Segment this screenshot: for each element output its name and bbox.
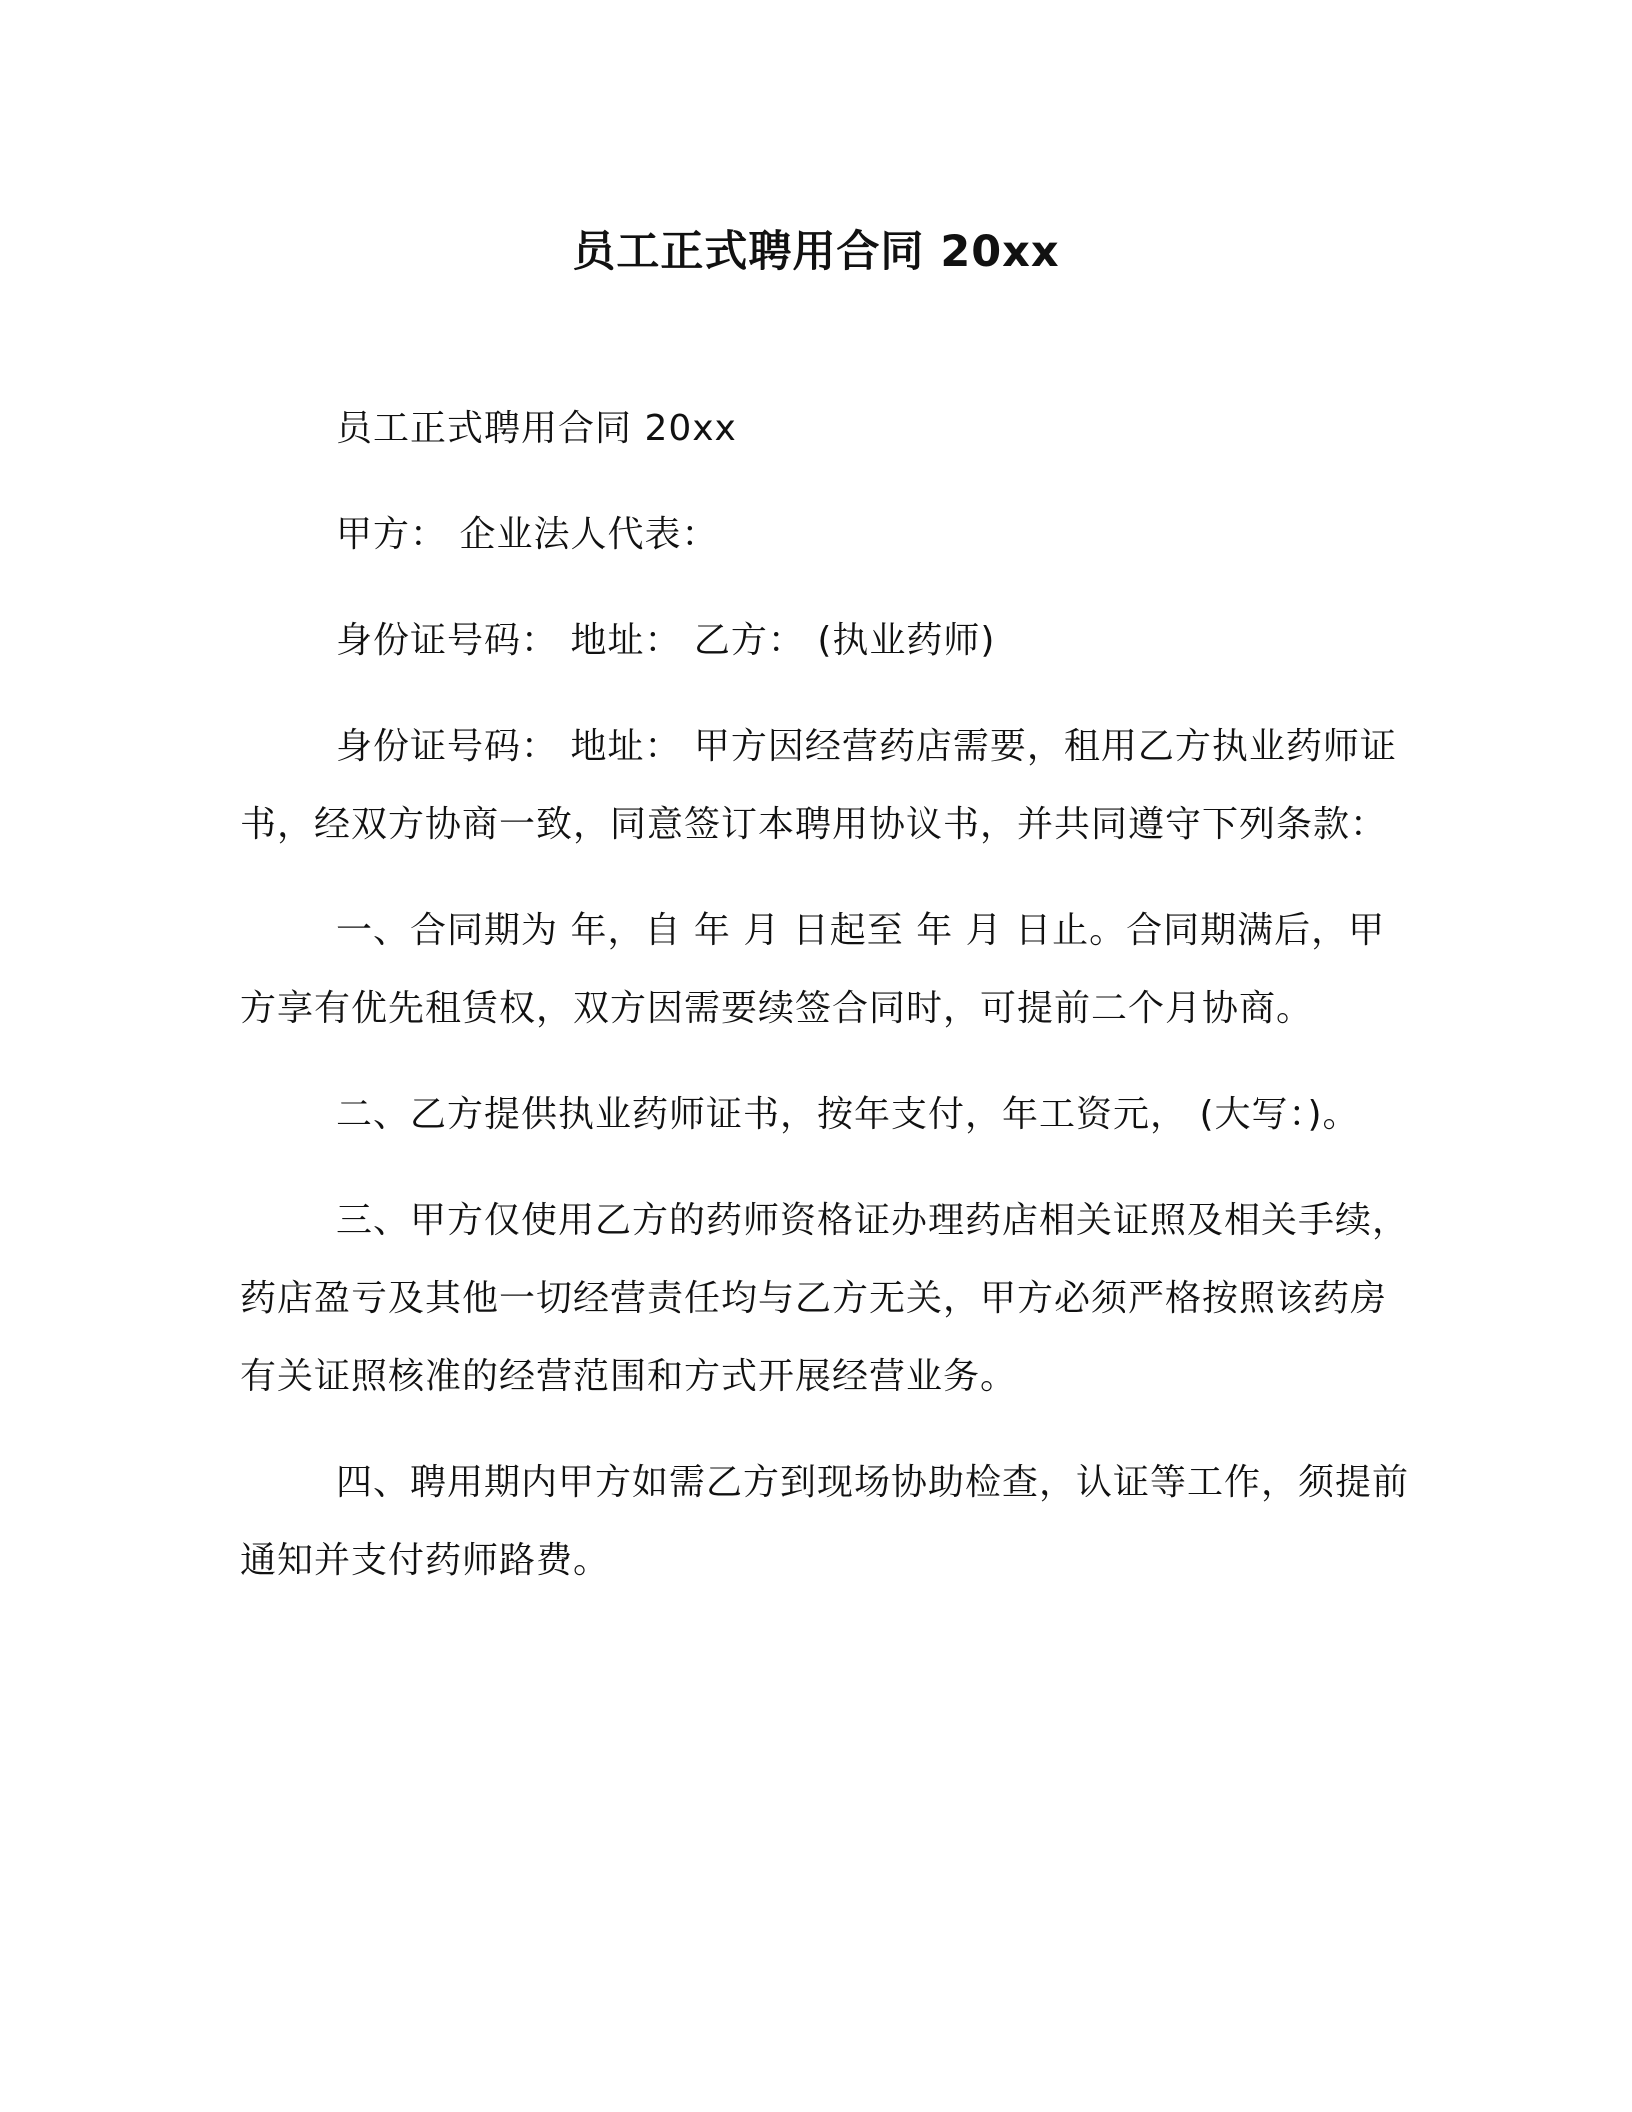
paragraph-subtitle: 员工正式聘用合同 20xx: [336, 408, 737, 449]
paragraph-clause-1: 一、合同期为 年，自 年 月 日起至 年 月 日止。合同期满后，甲方享有优先租赁权，双方因需要续签合同时，可提前二个月协商。: [240, 910, 1386, 1029]
document-title: 员工正式聘用合同 20xx: [572, 227, 1060, 277]
paragraph-id-address-party-b: 身份证号码： 地址： 乙方： (执业药师): [336, 620, 996, 661]
document-body: [240, 390, 1415, 1628]
paragraph-preamble: 身份证号码： 地址： 甲方因经营药店需要，租用乙方执业药师证书，经双方协商一致，同意签订本聘用协议书，并共同遵守下列条款：: [240, 726, 1397, 845]
paragraph-party-a: 甲方： 企业法人代表：: [336, 514, 719, 555]
paragraph-clause-2: 二、乙方提供执业药师证书，按年支付，年工资元， (大写：)。: [336, 1094, 1360, 1135]
paragraph-clause-4: 四、聘用期内甲方如需乙方到现场协助检查，认证等工作，须提前通知并支付药师路费。: [240, 1462, 1410, 1581]
paragraph-clause-3: 三、甲方仅使用乙方的药师资格证办理药店相关证照及相关手续，药店盈亏及其他一切经营责任均与乙方无关，甲方必须严格按照该药房有关证照核准的经营范围和方式开展经营业务。: [240, 1200, 1410, 1397]
